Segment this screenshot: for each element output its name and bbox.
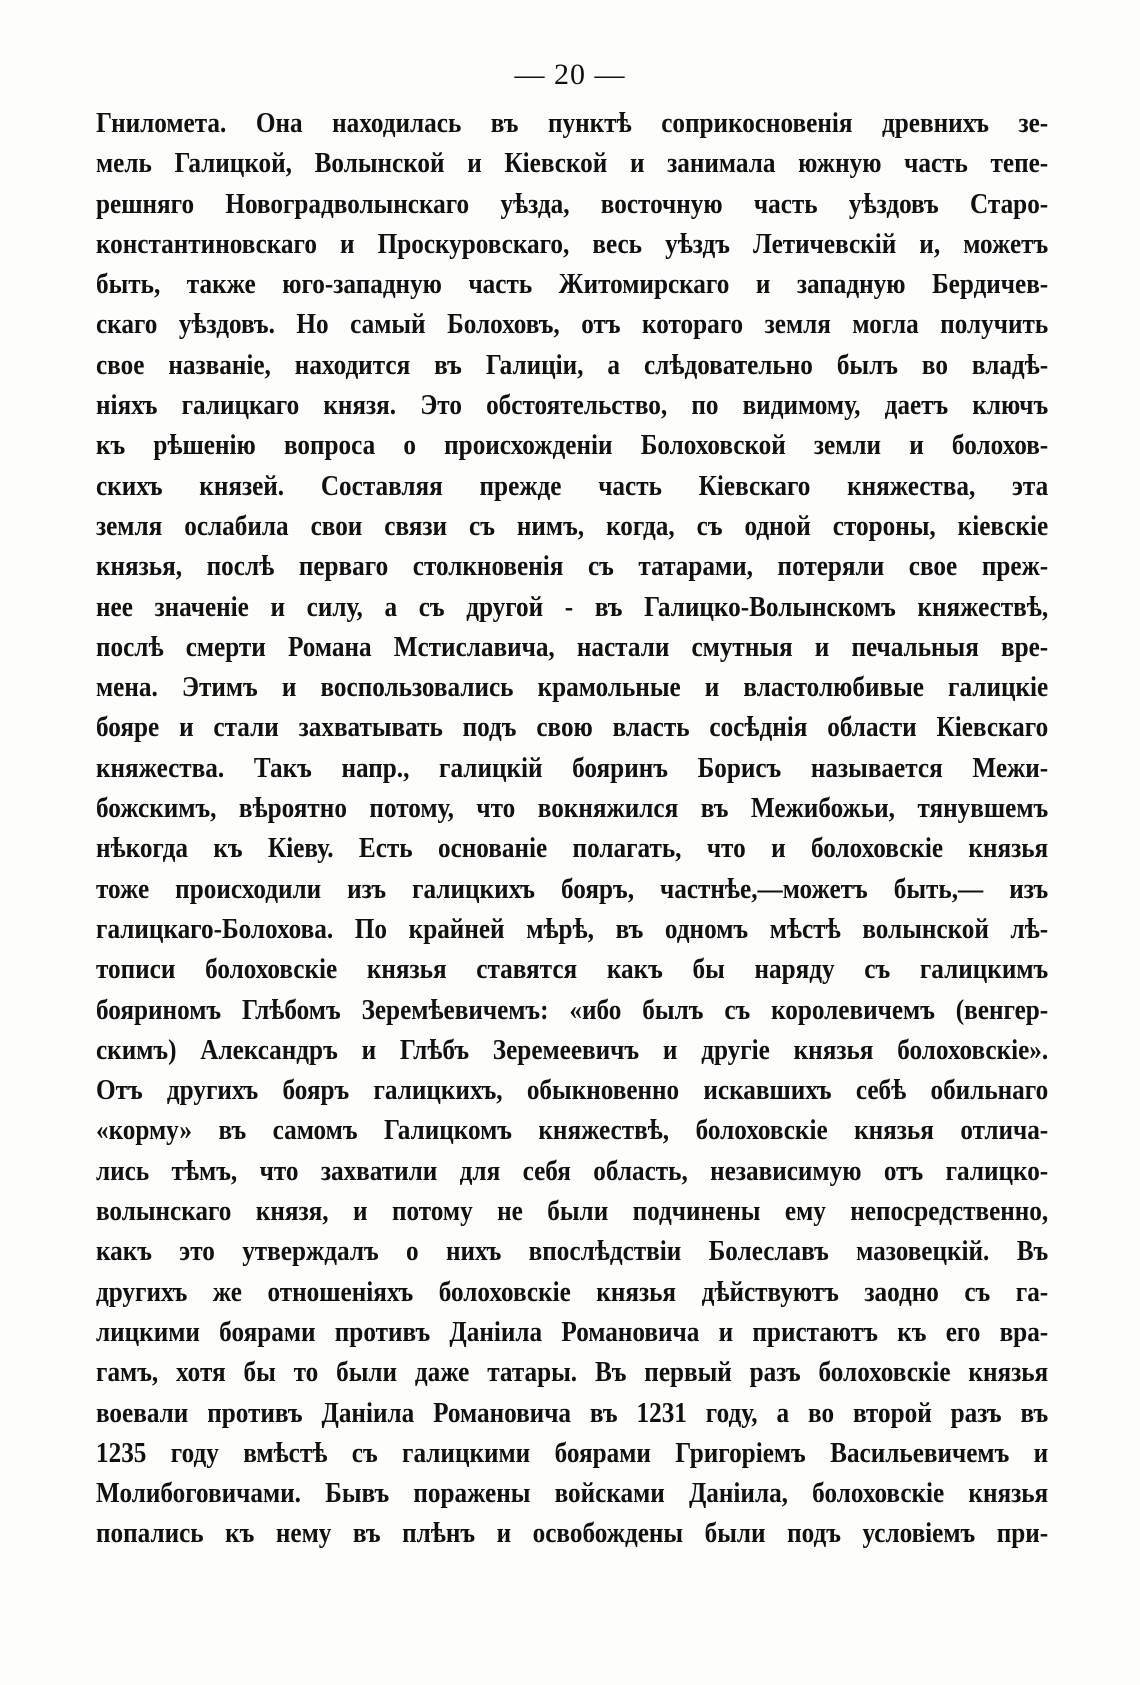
text-line: къ рѣшенію вопроса о происхожденіи Болоховской земли и болохов- — [96, 430, 1049, 462]
text-line: свое названіе, находится въ Галиціи, а слѣдовательно былъ во владѣ- — [96, 349, 1049, 381]
text-line: скимъ) Александръ и Глѣбъ Зеремеевичъ и другіе князья болоховскіе». — [96, 1034, 1049, 1066]
text-line: гамъ, хотя бы то были даже татары. Въ первый разъ болоховскіе князья — [96, 1357, 1049, 1389]
text-line: нее значеніе и силу, а съ другой - въ Галицко-Волынскомъ княжествѣ, — [96, 591, 1049, 623]
text-line: решняго Новоградволынскаго уѣзда, восточную часть уѣздовъ Старо- — [96, 188, 1049, 220]
text-line: тоже происходили изъ галицкихъ бояръ, частнѣе,—можетъ быть,— изъ — [96, 873, 1049, 905]
text-line: 1235 году вмѣстѣ съ галицкими боярами Григоріемъ Васильевичемъ и — [96, 1437, 1049, 1469]
text-line: нѣкогда къ Кіеву. Есть основаніе полагать, что и болоховскіе князья — [96, 833, 1049, 865]
text-line: Гниломета. Она находилась въ пунктѣ соприкосновенія древнихъ зе- — [96, 108, 1049, 139]
text-line: мена. Этимъ и воспользовались крамольные и властолюбивые галицкіе — [96, 672, 1049, 704]
text-line: Отъ другихъ бояръ галицкихъ, обыкновенно искавшихъ себѣ обильнаго — [96, 1075, 1049, 1107]
text-line: ніяхъ галицкаго князя. Это обстоятельство, по видимому, даетъ ключъ — [96, 390, 1049, 422]
text-line: константиновскаго и Проскуровскаго, весь уѣздъ Летичевскій и, можетъ — [96, 228, 1049, 260]
text-line: быть, также юго-западную часть Житомирскаго и западную Бердичев- — [96, 269, 1049, 301]
text-line: князья, послѣ перваго столкновенія съ татарами, потеряли свое преж- — [96, 551, 1049, 583]
text-line: воевали противъ Даніила Романовича въ 1231 году, а во второй разъ въ — [96, 1397, 1049, 1429]
text-line: другихъ же отношеніяхъ болоховскіе князья дѣйствуютъ заодно съ га- — [96, 1276, 1049, 1308]
text-line: послѣ смерти Романа Мстиславича, настали смутныя и печальныя вре- — [96, 631, 1049, 663]
body-text — [96, 104, 1048, 1555]
page-number: — 20 — — [514, 58, 626, 91]
text-line: лицкими боярами противъ Даніила Романовича и пристаютъ къ его вра- — [96, 1316, 1049, 1348]
text-line: мель Галицкой, Волынской и Кіевской и занимала южную часть тепе- — [96, 148, 1049, 180]
text-line: «корму» въ самомъ Галицкомъ княжествѣ, болоховскіе князья отлича- — [96, 1115, 1049, 1147]
text-line: бояриномъ Глѣбомъ Зеремѣевичемъ: «ибо былъ съ королевичемъ (венгер- — [96, 994, 1049, 1026]
text-line: лись тѣмъ, что захватили для себя область, независимую отъ галицко- — [96, 1155, 1049, 1187]
text-line: земля ослабила свои связи съ нимъ, когда, съ одной стороны, кіевскіе — [96, 510, 1049, 542]
text-line: какъ это утверждалъ о нихъ впослѣдствіи Болеславъ мазовецкій. Въ — [96, 1236, 1049, 1268]
text-line: волынскаго князя, и потому не были подчинены ему непосредственно, — [96, 1196, 1049, 1228]
text-line: скаго уѣздовъ. Но самый Болоховъ, отъ котораго земля могла получить — [96, 309, 1049, 341]
text-line: попались къ нему въ плѣнъ и освобождены были подъ условіемъ при- — [96, 1518, 1049, 1550]
text-line: бояре и стали захватывать подъ свою власть сосѣднія области Кіевскаго — [96, 712, 1049, 744]
text-line: галицкаго-Болохова. По крайней мѣрѣ, въ одномъ мѣстѣ волынской лѣ- — [96, 913, 1049, 945]
text-line: скихъ князей. Составляя прежде часть Кіевскаго княжества, эта — [96, 470, 1049, 502]
text-line: божскимъ, вѣроятно потому, что вокняжился въ Межибожьи, тянувшемъ — [96, 793, 1049, 825]
text-line: тописи болоховскіе князья ставятся какъ бы наряду съ галицкимъ — [96, 954, 1049, 986]
text-line: Молибоговичами. Бывъ поражены войсками Даніила, болоховскіе князья — [96, 1478, 1049, 1510]
text-line: княжества. Такъ напр., галицкій бояринъ Борисъ называется Межи- — [96, 752, 1049, 784]
